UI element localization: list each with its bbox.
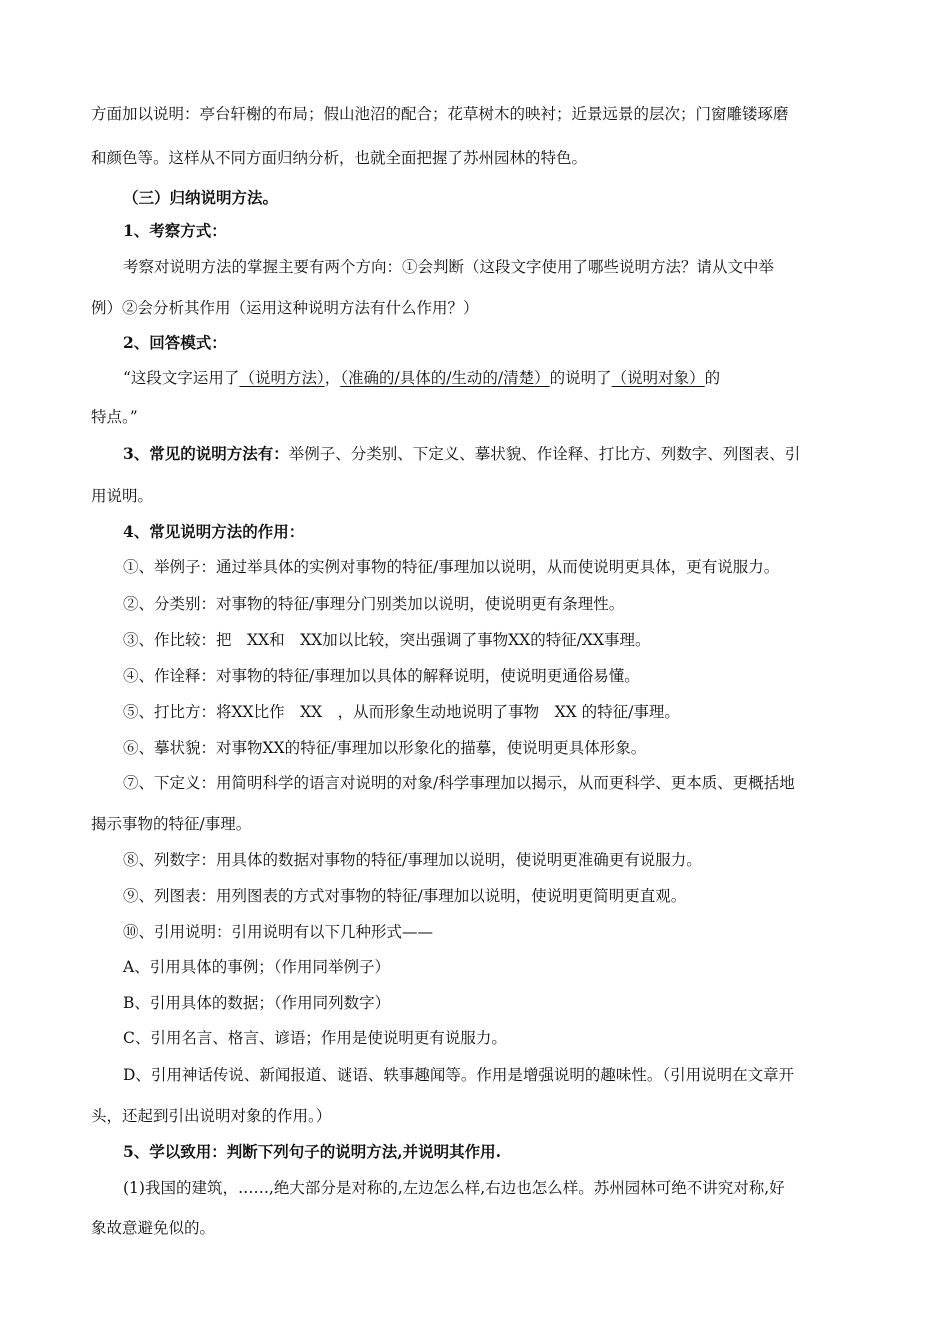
method-item: ⑥、摹状貌：对事物XX的特征/事理加以形象化的描摹，使说明更具体形象。: [123, 739, 647, 757]
paragraph-line: 用说明。: [91, 487, 154, 505]
subsection-title: 4、常见说明方法的作用：: [123, 522, 305, 541]
subsection-title: 3、常见的说明方法有：: [123, 444, 289, 463]
method-item: ⑩、引用说明：引用说明有以下几种形式——: [123, 923, 434, 941]
paragraph-line: 揭示事物的特征/事理。: [91, 815, 252, 833]
subsection-title: 2、回答模式：: [123, 333, 227, 352]
method-item: ②、分类别：对事物的特征/事理分门别类加以说明，使说明更有条理性。: [123, 595, 625, 613]
template-text: 的说明了: [549, 369, 612, 387]
template-blank-method: （说明方法）: [239, 369, 325, 387]
paragraph-line: 和颜色等。这样从不同方面归纳分析，也就全面把握了苏州园林的特色。: [91, 149, 588, 167]
method-item: ①、举例子：通过举具体的实例对事物的特征/事理加以说明，从而使说明更具体，更有说服力。: [123, 558, 780, 576]
template-text: ，: [324, 369, 341, 387]
template-blank-object: （说明对象）: [611, 369, 705, 387]
paragraph-line: 象故意避免似的。: [91, 1219, 216, 1237]
template-text: “这段文字运用了: [123, 369, 240, 387]
citation-item: A、引用具体的事例；（作用同举例子）: [123, 958, 390, 976]
paragraph-line: 例）②会分析其作用（运用这种说明方法有什么作用？）: [91, 299, 479, 317]
paragraph-line: 方面加以说明：亭台轩榭的布局；假山池沼的配合；花草树木的映衬；近景远景的层次；门窗雕镂琢磨: [91, 105, 789, 123]
citation-item: B、引用具体的数据；（作用同列数字）: [123, 994, 391, 1012]
paragraph-line: 头，还起到引出说明对象的作用。）: [91, 1107, 332, 1125]
method-item: ⑦、下定义：用简明科学的语言对说明的对象/科学事理加以揭示，从而更科学、更本质、更概括地: [123, 774, 795, 792]
section-heading: （三）归纳说明方法。: [123, 188, 279, 207]
subsection-title: 5、学以致用：判断下列句子的说明方法,并说明其作用.: [123, 1142, 502, 1161]
method-item: ④、作诠释：对事物的特征/事理加以具体的解释说明，使说明更通俗易懂。: [123, 667, 640, 685]
methods-list-text: 举例子、分类别、下定义、摹状貌、作诠释、打比方、列数字、列图表、引: [288, 445, 801, 463]
citation-item: D、引用神话传说、新闻报道、谜语、轶事趣闻等。作用是增强说明的趣味性。（引用说明在文章开: [123, 1066, 795, 1084]
method-item: ⑨、列图表：用列图表的方式对事物的特征/事理加以说明，使说明更简明更直观。: [123, 887, 687, 905]
paragraph-line: 特点。”: [91, 408, 138, 426]
citation-item: C、引用名言、格言、谚语；作用是使说明更有说服力。: [123, 1029, 507, 1047]
template-text: 的: [704, 369, 721, 387]
method-item: ③、作比较：把 XX和 XX加以比较，突出强调了事物XX的特征/XX事理。: [123, 631, 651, 649]
subsection-title: 1、考察方式：: [123, 221, 227, 240]
paragraph-line: 考察对说明方法的掌握主要有两个方向：①会判断（这段文字使用了哪些说明方法？请从文中举: [123, 258, 775, 276]
question-item: (1)我国的建筑，……,绝大部分是对称的,左边怎么样,右边也怎么样。苏州园林可绝不讲究对称,好: [123, 1179, 785, 1197]
answer-template-line: [123, 366, 720, 388]
method-item: ⑧、列数字：用具体的数据对事物的特征/事理加以说明，使说明更准确更有说服力。: [123, 851, 702, 869]
paragraph-line: [123, 442, 800, 464]
template-blank-quality: （准确的/具体的/生动的/清楚）: [340, 369, 550, 387]
method-item: ⑤、打比方：将XX比作 XX ，从而形象生动地说明了事物 XX 的特征/事理。: [123, 703, 680, 721]
